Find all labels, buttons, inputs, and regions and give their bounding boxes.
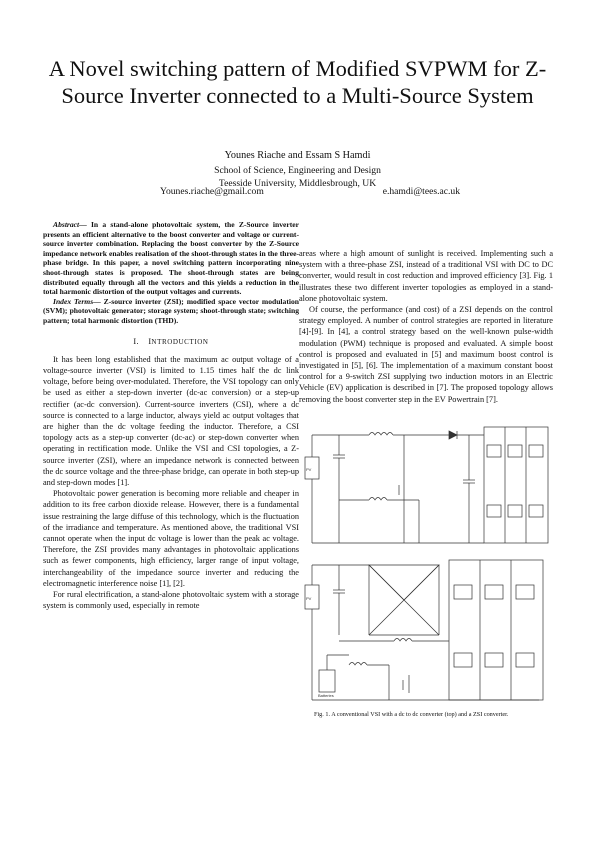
left-column [43,220,299,611]
pv-label-bottom: PV [306,596,312,601]
intro-paragraph-2: Photovoltaic power generation is becoming more reliable and cheaper in addition to its free carbon dioxide release. However, there is a fundamental issue restraining the large diffuse of this technology, which is the fluctuation of the irradiance and temperature. As mentioned above, the traditional VSI cannot operate when the input dc voltage is lower than the peak ac voltage. Therefore, the ZSI provides many advantages in photovoltaic applications such as fewer components, high efficiency, larger range of input voltage, interchangeability of the impedance source inverter and reducing the electromagnetic interference noise [1], [2]. [43,489,299,588]
figure-circuit-diagrams [299,425,553,705]
index-terms [43,297,299,326]
email-riache: Younes.riache@gmail.com [160,186,264,197]
abstract [43,220,299,297]
right-paragraph-1: areas where a high amount of sunlight is received. Implementing such a system with a three-phase ZSI, instead of a traditional VSI with DC to DC converter, would result in cost reduction and improved efficiency [3]. Fig. 1 illustrates these two different inverter topologies as employed in a stand-alone photovoltaic system. [299,249,553,303]
z-impedance-network [369,565,439,600]
index-terms-label: Index Terms [53,296,94,306]
pv-label-top: PV [306,467,312,472]
boost-diode [449,431,457,439]
section-number: I. [133,336,139,346]
abstract-label: Abstract [53,220,80,229]
figure-caption: Fig. 1. A conventional VSI with a dc to dc converter (top) and a ZSI converter. [314,711,509,718]
email-hamdi: e.hamdi@tees.ac.uk [382,186,460,197]
zsi-bridge [449,560,543,700]
abstract-text: — In a stand-alone photovoltaic system, the Z-Source inverter presents an efficient alternative to the boost converter and voltage or current-source inverter combination. Replacing the boost converter by the Z-Source impedance network enables realisation of the shoot-through states in the three-phase bridge. In this paper, a novel switching pattern incorporating nine shoot-through states is proposed. The shoot-through states are being distributed equally through all the vectors and this yields a reduction in the total harmonic distortion of the output voltages and currents. [43,220,299,297]
battery-label: Batteries [318,693,334,698]
author-block [100,150,495,190]
section-heading-introduction [43,336,299,348]
battery-bank [319,670,335,692]
affiliation-university: Teesside University, Middlesbrough, UK [218,177,377,189]
boost-inductor [369,433,393,436]
intro-paragraph-3: For rural electrification, a stand-alone photovoltaic system with a storage system is commonly used, especially in remote [43,590,299,611]
author-emails [160,186,460,197]
paper-title: A Novel switching pattern of Modified SVPWM for Z-Source Inverter connected to a Multi-Source System [48,56,547,108]
section-title-initial: I [148,336,152,346]
vsi-bridge-top [484,427,548,543]
section-title-rest: NTRODUCTION [151,337,209,346]
right-paragraph-2: Of course, the performance (and cost) of a ZSI depends on the control strategy employed. A number of control strategies are reported in literature [4]-[9]. In [4], a control strategy based on the well-known pulse-width modulation (PWM) technique is proposed and evaluated. A simple boost control is proposed and evaluated in [5] and maximum boost control is investigated in [5], [6]. The implementation of a maximum constant boost control for a 9-switch ZSI supplying two induction motors in an Electric Vehicle (EV) application is described in [7]. The proposed topology allows removing the boost converter step in the EV Powertrain [7]. [299,305,553,404]
author-names: Younes Riache and Essam S Hamdi [224,150,371,161]
right-column [299,248,553,405]
intro-paragraph-1: It has been long established that the maximum ac output voltage of a voltage-source inverter (VSI) is limited to 1.15 times half the dc link voltage, before being over-modulated. Therefore, the VSI topology can only be used as either a step-down inverter (dc-ac conversion) or a step-up rectifier (ac-dc conversion). Current-source inverters (CSI), where a dc source is connected to a large inductor, always yield ac output voltages that are higher than the dc voltage feeding the inductor. Therefore, a CSI topology acts as a step-up converter (dc-ac) or step-down converter when operating in rectification mode. Unlike the VSI and CSI topologies, a Z-source inverter (ZSI), where an impedance network is connected between the dc source voltage and the three-phase bridge, can operate in both step-up and step-down modes [1]. [43,354,299,487]
affiliation-school: School of Science, Engineering and Design [214,164,381,176]
index-terms-text: — Z-source inverter (ZSI); modified space vector modulation (SVM); photovoltaic generator; storage system; shoot-through state; switching pattern; total harmonic distortion (THD). [43,296,299,325]
